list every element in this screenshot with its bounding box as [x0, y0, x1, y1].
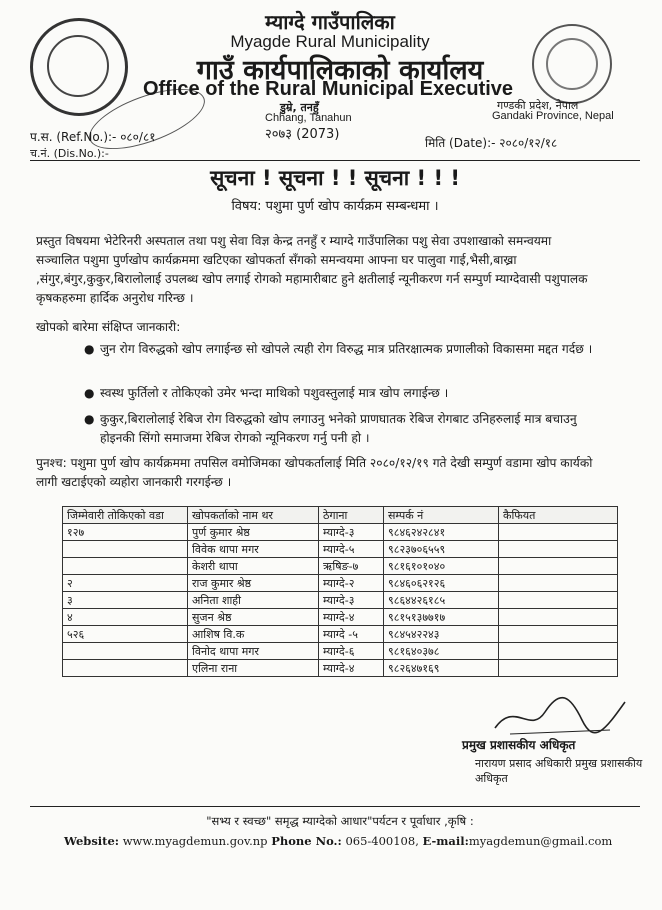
cell-remarks: [499, 592, 618, 609]
cell-name: विवेक थापा मगर: [188, 541, 319, 558]
bullet-icon: ●: [84, 342, 95, 356]
signatory-title: प्रमुख प्रशासकीय अधिकृत: [462, 738, 576, 752]
municipality-logo: [30, 18, 128, 116]
cell-address: म्याग्दे-४: [319, 660, 384, 677]
office-en: Office of the Rural Municipal Executive: [142, 78, 514, 100]
cell-remarks: [499, 575, 618, 592]
title-np: म्याग्दे गाउँपालिका: [265, 10, 395, 34]
notice-subject: विषय: पशुमा पुर्ण खोप कार्यक्रम सम्बन्धमा ।: [231, 199, 439, 214]
cell-address: म्याग्दे-६: [319, 643, 384, 660]
cell-remarks: [499, 541, 618, 558]
province-en: Gandaki Province, Nepal: [492, 110, 614, 122]
phone-number: 065-400108,: [345, 834, 419, 848]
title-en: Myagde Rural Municipality: [230, 32, 430, 51]
cell-remarks: [499, 626, 618, 643]
footer-slogan: "सभ्य र स्वच्छ" समृद्ध म्याग्देको आधार"पर्यटन र पूर्वाधार ,कृषि :: [206, 814, 474, 828]
bullet-item: ● स्वस्थ फुर्तिलो र तोकिएको उमेर भन्दा माथिको पशुवस्तुलाई मात्र खोप लगाईन्छ ।: [100, 384, 600, 403]
signatory-name: नारायण प्रसाद अधिकारी प्रमुख प्रशासकीय अधिकृत: [475, 757, 643, 785]
notice-body: प्रस्तुत विषयमा भेटेरिनरी अस्पताल तथा पशु सेवा विज्ञ केन्द्र तनहुँ र म्याग्दे गाउँपालिका पशु सेवा उपशाखाको समन्वयमा सञ्चालित पशुमा पुर्णखोप कार्यक्रममा खटिएका खोपकर्ता सँगको समन्वयमा आफ्ना घर पालुवा गाई,भैसी,बाख्रा ,संगुर,बंगुर,कुकुर,बिरालोलाई उपलब्ध खोप लगाई रोगको महामारीबाट हुने क्षतीलाई न्यूनीकरण गर्न सम्पुर्ण म्याग्देवासी पशुपालक कृषकहरुमा हार्दिक अनुरोध गरिन्छ ।: [36, 234, 588, 305]
cell-name: केशरी थापा: [188, 558, 319, 575]
cell-contact: ९८१६१०१०४०: [384, 558, 499, 575]
bullet-item: ● कुकुर,बिरालोलाई रेबिज रोग विरुद्धको खोप लगाउनु भनेको प्राणघातक रेबिज रोगबाट उनिहरुलाई मात्र बचाउनु होइनकी सिंगो समाजमा रेबिज रोगको न्यूनिकरण गर्नु पनी हो ।: [84, 412, 577, 445]
bullet-item: ● जुन रोग विरुद्धको खोप लगाईन्छ सो खोपले त्यही रोग विरुद्ध मात्र प्रतिरक्षात्मक प्रणालीको विकासमा मद्दत गर्दछ ।: [100, 340, 600, 359]
cell-contact: ९८१५१३७७१७: [384, 609, 499, 626]
cell-contact: ९८२३७०६५५९: [384, 541, 499, 558]
phone-label: Phone No.:: [271, 834, 342, 848]
cell-contact: ९८१६४०३७८: [384, 643, 499, 660]
letter-date: मिति (Date):- २०८०/१२/१८: [425, 136, 558, 150]
cell-name: अनिता शाही: [188, 592, 319, 609]
cell-ward: [63, 643, 188, 660]
cell-ward: ३: [63, 592, 188, 609]
cell-contact: ९८६४४२६१८५: [384, 592, 499, 609]
notice-addendum: पुनश्च: पशुमा पुर्ण खोप कार्यक्रममा तपसिल वमोजिमका खोपकर्तालाई मिति २०८०/१२/१९ गते देखी सम्पुर्ण वडामा खोप कार्यको लागी खटाईएको व्यहोरा जानकारी गरगईन्छ ।: [36, 456, 593, 489]
cell-address: म्याग्दे-२: [319, 575, 384, 592]
province-np: गण्डकी प्रदेश, नेपाल: [497, 99, 579, 112]
office-np: गाउँ कार्यपालिकाको कार्यालय: [196, 55, 484, 86]
table-row: [63, 592, 618, 609]
table-row: [63, 558, 618, 575]
cell-remarks: [499, 609, 618, 626]
cell-ward: २: [63, 575, 188, 592]
cell-address: म्याग्दे-३: [319, 592, 384, 609]
cell-ward: ४: [63, 609, 188, 626]
cell-name: आशिष वि.क: [188, 626, 319, 643]
header-divider: [30, 160, 640, 161]
cell-address: ऋषिङ-७: [319, 558, 384, 575]
cell-contact: ९८४५४२२४३: [384, 626, 499, 643]
col-address: ठेगाना: [319, 507, 384, 524]
col-contact: सम्पर्क नं: [384, 507, 499, 524]
table-row: [63, 524, 618, 541]
signature: [490, 690, 630, 740]
address-np: डुम्रे, तनहुँ: [280, 101, 319, 114]
cell-remarks: [499, 524, 618, 541]
ref-number: प.स. (Ref.No.):- ०८०/८१: [30, 130, 156, 144]
cell-contact: ९८४६०६२१२६: [384, 575, 499, 592]
cell-name: सुजन श्रेष्ठ: [188, 609, 319, 626]
bullet-icon: ●: [84, 386, 95, 400]
cell-name: एलिना राना: [188, 660, 319, 677]
established-year: २०७३ (2073): [265, 127, 340, 142]
bullet-icon: ●: [84, 412, 95, 426]
table-row: [63, 660, 618, 677]
cell-ward: [63, 558, 188, 575]
footer-contact: [64, 834, 644, 848]
notice-intro: खोपको बारेमा संक्षिप्त जानकारी:: [36, 320, 181, 334]
cell-address: म्याग्दे-५: [319, 541, 384, 558]
table-row: [63, 609, 618, 626]
address-en: Chhang, Tanahun: [265, 112, 352, 124]
email-label: E-mail:: [422, 834, 469, 848]
cell-contact: ९८२६४७१६९: [384, 660, 499, 677]
website-link[interactable]: www.myagdemun.gov.np: [122, 834, 268, 848]
col-remarks: कैफियत: [499, 507, 618, 524]
table-header-row: [63, 507, 618, 524]
table-row: [63, 626, 618, 643]
cell-address: म्याग्दे-४: [319, 609, 384, 626]
cell-ward: [63, 660, 188, 677]
cell-name: पुर्ण कुमार श्रेष्ठ: [188, 524, 319, 541]
table-row: [63, 541, 618, 558]
dispatch-number: च.नं. (Dis.No.):-: [30, 147, 109, 160]
cell-name: राज कुमार श्रेष्ठ: [188, 575, 319, 592]
cell-name: विनोद थापा मगर: [188, 643, 319, 660]
table-row: [63, 643, 618, 660]
table-row: [63, 575, 618, 592]
notice-heading: सूचना ! सूचना ! ! सूचना ! ! !: [210, 166, 460, 190]
email-link[interactable]: myagdemun@gmail.com: [468, 834, 613, 848]
cell-remarks: [499, 558, 618, 575]
cell-ward: [63, 541, 188, 558]
vaccinator-table: [62, 506, 618, 677]
cell-ward: १२७: [63, 524, 188, 541]
col-name: खोपकर्ताको नाम थर: [188, 507, 319, 524]
cell-contact: ९८४६२४२८४१: [384, 524, 499, 541]
cell-address: म्याग्दे -५: [319, 626, 384, 643]
cell-ward: ५२६: [63, 626, 188, 643]
cell-address: म्याग्दे-३: [319, 524, 384, 541]
col-ward: जिम्मेवारी तोकिएको वडा: [63, 507, 188, 524]
cell-remarks: [499, 643, 618, 660]
website-label: Website:: [64, 834, 120, 848]
footer-divider: [30, 806, 640, 807]
cell-remarks: [499, 660, 618, 677]
